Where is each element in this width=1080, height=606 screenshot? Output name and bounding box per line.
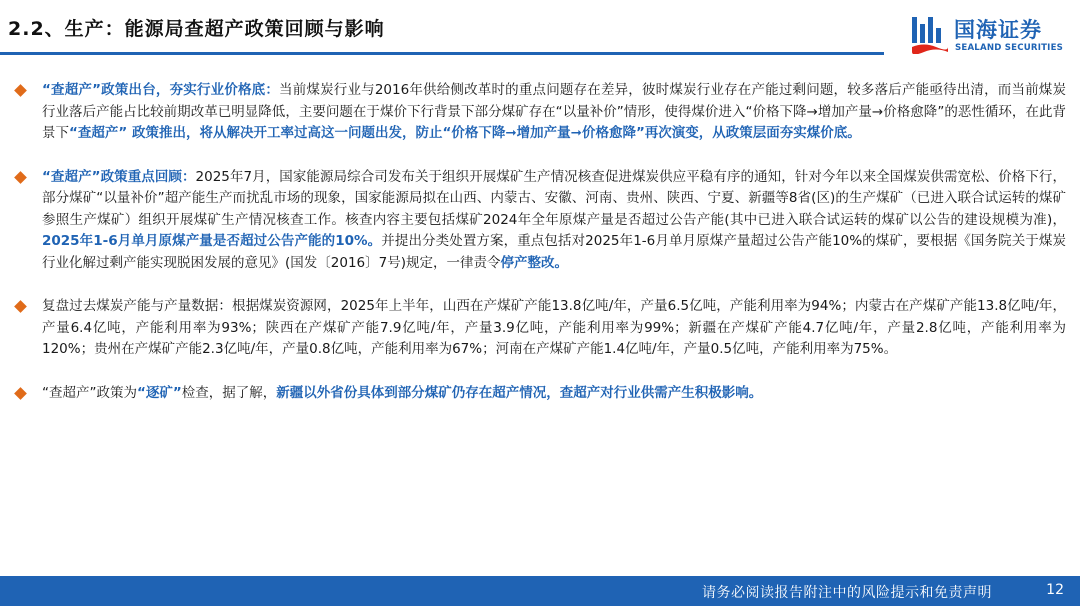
bullet-list xyxy=(14,80,1066,404)
bullet-segment: 2025年1-6月单月原煤产量是否超过公告产能的10%。 xyxy=(42,233,382,249)
bullet-item xyxy=(14,383,1066,405)
bullet-item xyxy=(14,296,1066,361)
title-underline xyxy=(0,52,884,55)
bullet-segment: “查超产”政策出台，夯实行业价格底： xyxy=(42,82,280,98)
logo-english-name: SEALAND SECURITIES xyxy=(955,43,1064,53)
diamond-bullet-icon xyxy=(14,387,27,400)
bullet-item xyxy=(14,80,1066,145)
bullet-segment: “查超产” 政策推出，将从解决开工率过高这一问题出发，防止“价格下降➞增加产量➞价格愈降”再次演变，从政策层面夯实煤价底。 xyxy=(69,125,861,141)
logo-chinese-name: 国海证券 xyxy=(954,18,1042,42)
bullet-segment: 当前煤炭行业与2016年供给侧改革时的重点问题存在差异，彼时煤炭行业存在产能过剩问题，较多落后产能亟待出清，而当前煤炭行业落后产能占比较前期改革已明显降低，主要问题在于煤价下行背景下部分煤矿存在“以量补价”情形，使得煤价进入“价格下降→增加产量→价格愈降”的恶性循环，在此背景下 xyxy=(42,82,1066,141)
slide-header xyxy=(0,0,1080,62)
bullet-segment: 复盘过去煤炭产能与产量数据：根据煤炭资源网，2025年上半年，山西在产煤矿产能13.8亿吨/年，产量6.5亿吨，产能利用率为94%；内蒙古在产煤矿产能13.8亿吨/年，产量6.4亿吨，产能利用率为93%；陕西在产煤矿产能7.9亿吨/年，产量3.9亿吨，产能利用率为99%；新疆在产煤矿产能4.7亿吨/年，产量2.8亿吨，产能利用率为120%；贵州在产煤矿产能2.3亿吨/年，产量0.8亿吨，产能利用率为67%；河南在产煤矿产能1.4亿吨/年，产量0.5亿吨，产能利用率为75%。 xyxy=(42,298,1066,357)
bullet-segment: “查超产”政策重点回顾： xyxy=(42,168,196,185)
bullet-segment: 并提出分类处置方案，重点包括对2025年1-6月单月原煤产量超过公告产能10%的煤矿，要根据《国务院关于煤炭行业化解过剩产能实现脱困发展的意见》(国发〔2016〕7号)规定，一律责令 xyxy=(42,233,1066,271)
company-logo xyxy=(910,12,1070,58)
diamond-bullet-icon xyxy=(14,171,27,184)
diamond-bullet-icon xyxy=(14,300,27,313)
footer-disclaimer: 请务必阅读报告附注中的风险提示和免责声明 xyxy=(702,585,992,601)
footer-bar xyxy=(0,576,1080,606)
bullet-segment: 检查，据了解， xyxy=(181,384,277,401)
bullet-segment: “查超产”政策为 xyxy=(42,384,137,401)
page-title: 2.2、生产：能源局查超产政策回顾与影响 xyxy=(8,18,385,40)
diamond-bullet-icon xyxy=(14,84,27,97)
bullet-segment: “逐矿” xyxy=(137,384,182,401)
bullet-item xyxy=(14,167,1066,275)
page-number: 12 xyxy=(1046,582,1064,598)
bullet-segment: 2025年7月，国家能源局综合司发布关于组织开展煤矿生产情况核查促进煤炭供应平稳有序的通知，针对今年以来全国煤炭供需宽松、价格下行，部分煤矿“以量补价”超产能生产而扰乱市场的现象，国家能源局拟在山西、内蒙古、安徽、河南、贵州、陕西、宁夏、新疆等8省(区)的生产煤矿（已进入联合试运转的煤矿参照生产煤矿）组织开展煤矿生产情况核查工作。核查内容主要包括煤矿2024年全年原煤产量是否超过公告产能(其中已进入联合试运转的煤矿以公告的建设规模为准)， xyxy=(42,168,1066,228)
sealand-logo-icon xyxy=(910,14,950,54)
bullet-segment: 新疆以外省份具体到部分煤矿仍存在超产情况，查超产对行业供需产生积极影响。 xyxy=(276,384,763,401)
bullet-segment: 停产整改。 xyxy=(500,254,568,271)
